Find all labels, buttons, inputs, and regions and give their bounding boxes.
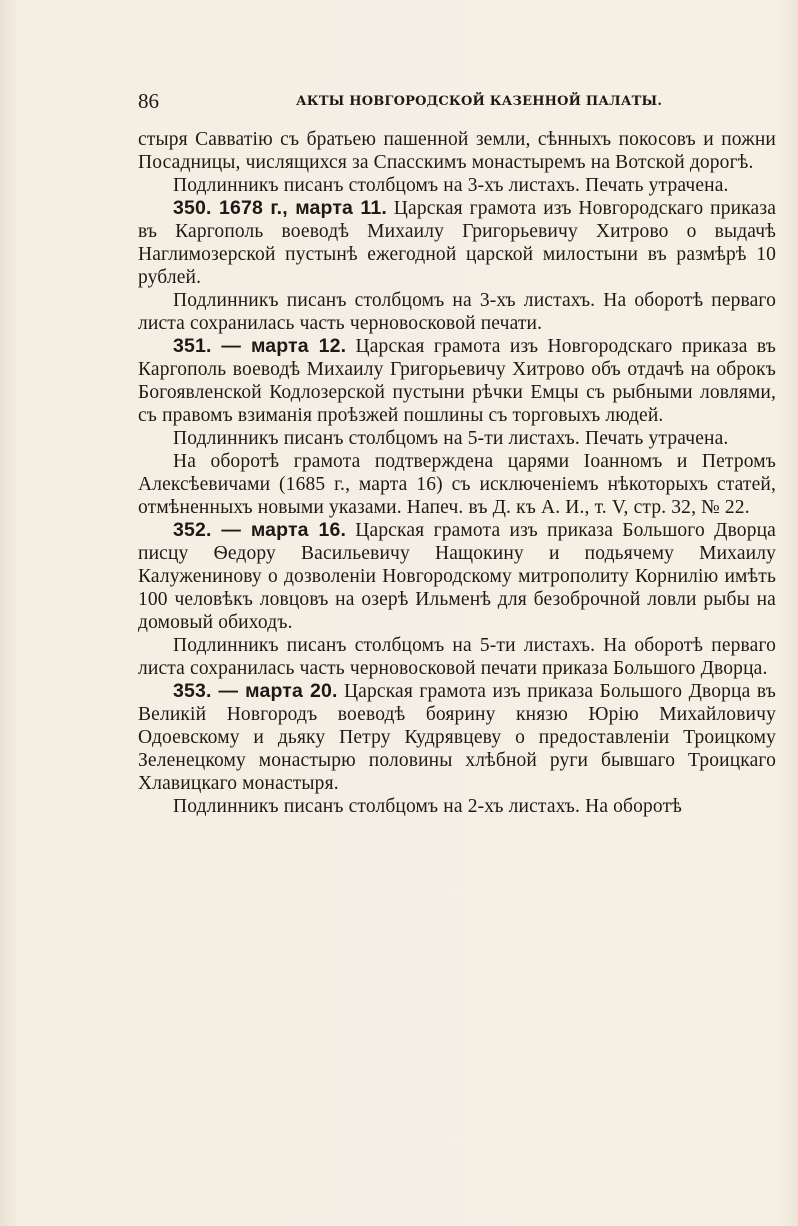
- entry-352: [138, 519, 776, 634]
- paragraph-note: [138, 174, 776, 197]
- paragraph-text: На оборотѣ грамота подтверждена царями Іоанномъ и Петромъ Алексѣевичами (1685 г., марта 16) съ исключеніемъ нѣкоторыхъ статей, отмѣненныхъ новыми указами. Напеч. въ Д. къ А. И., т. V, стр. 32, № 22.: [138, 451, 776, 518]
- page-header: [138, 88, 778, 118]
- running-title: АКТЫ НОВГОРОДСКОЙ КАЗЕННОЙ ПАЛАТЫ.: [296, 94, 663, 109]
- paragraph-text: стыря Савватію съ братьею пашенной земли, сѣнныхъ покосовъ и пожни Посадницы, числящихся за Спасскимъ монастыремъ на Вотской дорогѣ.: [138, 129, 776, 173]
- entry-text: Царская грамота изъ приказа Большого Дворца писцу Ѳедору Васильевичу Нащокину и подьячему Михаилу Калуженинову о дозволеніи Новгородскому митрополиту Корнилію имѣть 100 человѣкъ ловцовъ на озерѣ Ильменѣ для безоброчной ловли рыбы на домовый обиходъ.: [138, 520, 776, 633]
- entry-text: Царская грамота изъ Новгородскаго приказа въ Каргополь воеводѣ Михаилу Григорьевичу Хитрово о выдачѣ Наглимозерской пустынѣ ежегодной царской милостыни въ размѣрѣ 10 рублей.: [138, 198, 776, 288]
- entry-heading: 352. — марта 16.: [173, 519, 347, 541]
- paragraph-text: Подлинникъ писанъ столбцомъ на 2-хъ листахъ. На оборотѣ: [173, 796, 682, 817]
- paragraph-text: Подлинникъ писанъ столбцомъ на 3-хъ листахъ. На оборотѣ перваго листа сохранилась часть черновосковой печати.: [138, 290, 776, 334]
- paragraph-continuation: [138, 128, 776, 174]
- paragraph-note: [138, 450, 776, 519]
- entry-353: [138, 680, 776, 795]
- entry-heading: 353. — марта 20.: [173, 680, 338, 702]
- paragraph-note: [138, 634, 776, 680]
- entry-text: Царская грамота изъ Новгородскаго приказа въ Каргополь воеводѣ Михаилу Григорьевичу Хитрово объ отдачѣ на оброкъ Богоявленской Кодлозерской пустыни рѣчки Емцы съ рыбными ловлями, съ правомъ взиманія проѣзжей пошлины съ торговыхъ людей.: [138, 336, 777, 426]
- entry-text: Царская грамота изъ приказа Большого Дворца въ Великій Новгородъ воеводѣ боярину князю Юрію Михайловичу Одоевскому и дьяку Петру Кудрявцеву о предоставленіи Троицкому Зеленецкому монастырю половины хлѣбной руги бывшаго Троицкаго Хлавицкаго монастыря.: [138, 681, 776, 794]
- entry-heading: 350. 1678 г., марта 11.: [173, 197, 387, 219]
- entry-heading: 351. — марта 12.: [173, 335, 347, 357]
- paragraph-note: [138, 427, 776, 450]
- paragraph-note: [138, 795, 776, 818]
- paragraph-text: Подлинникъ писанъ столбцомъ на 5-ти листахъ. Печать утрачена.: [173, 428, 729, 449]
- body-text: [138, 128, 776, 818]
- paragraph-note: [138, 289, 776, 335]
- entry-350: [138, 197, 776, 289]
- paragraph-text: Подлинникъ писанъ столбцомъ на 3-хъ листахъ. Печать утрачена.: [173, 175, 729, 196]
- entry-351: [138, 335, 776, 427]
- paragraph-text: Подлинникъ писанъ столбцомъ на 5-ти листахъ. На оборотѣ перваго листа сохранилась часть черновосковой печати приказа Большого Дворца.: [138, 635, 776, 679]
- page-number: 86: [138, 89, 159, 113]
